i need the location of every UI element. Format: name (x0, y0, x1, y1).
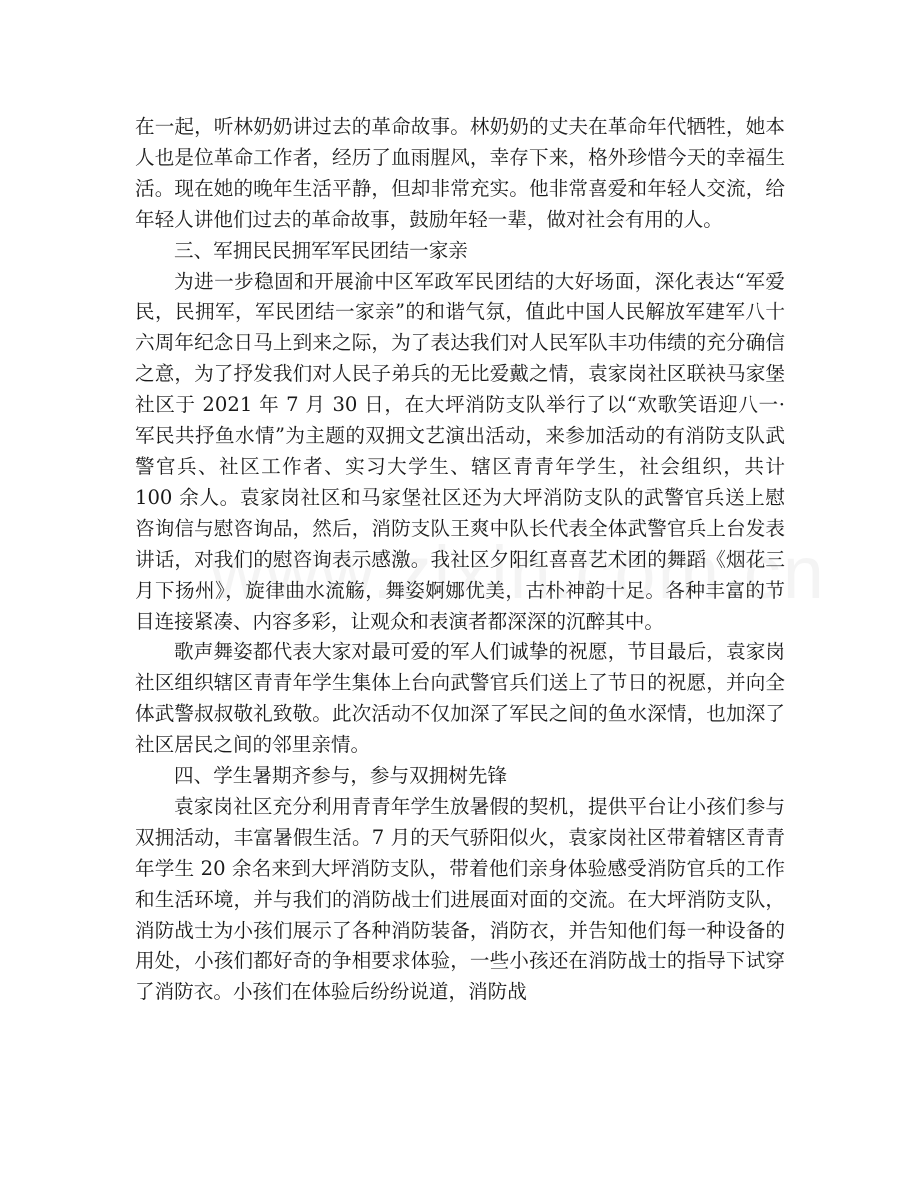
section-heading-3: 三、军拥民民拥军军民团结一家亲 (174, 238, 468, 262)
paragraph-concert-event: 为进一步稳固和开展渝中区军政军民团结的大好场面，深化表达“军爱民，民拥军，军民团结一家亲”的和谐气氛，值此中国人民解放军建军八十六周年纪念日马上到来之际，为了表达我们对人民军队丰功伟绩的充分确信之意，为了抒发我们对人民子弟兵的无比爱戴之情，袁家岗社区联袂马家堡社区于 2021 年 7 月 30 日，在大坪消防支队举行了以“欢歌笑语迎八一·军民共抒鱼水情”为主题的双拥文艺演出活动，来参加活动的有消防支队武警官兵、社区工作者、实习大学生、辖区青青年学生，社会组织，共计 100 余人。袁家岗社区和马家堡社区还为大坪消防支队的武警官兵送上慰咨询信与慰咨询品，然后，消防支队王爽中队长代表全体武警官兵上台发表讲话，对我们的慰咨询表示感激。我社区夕阳红喜喜艺术团的舞蹈《烟花三月下扬州》，旋律曲水流觞，舞姿婀娜优美，古朴神韵十足。各种丰富的节目连接紧凑、内容多彩，让观众和表演者都深深的沉醉其中。 (135, 269, 785, 633)
section-heading-4: 四、学生暑期齐参与，参与双拥树先锋 (174, 764, 508, 788)
paragraph-story-continuation: 在一起，听林奶奶讲过去的革命故事。林奶奶的丈夫在革命年代牺牲，她本人也是位革命工作者，经历了血雨腥风，幸存下来，格外珍惜今天的幸福生活。现在她的晚年生活平静，但却非常充实。他非常喜爱和年轻人交流，给年轻人讲他们过去的革命故事，鼓励年轻一辈，做对社会有用的人。 (135, 115, 785, 231)
document-page (135, 112, 785, 1008)
paragraph-closing-wishes: 歌声舞姿都代表大家对最可爱的军人们诚挚的祝愿，节目最后，袁家岗社区组织辖区青青年学生集体上台向武警官兵们送上了节日的祝愿，并向全体武警叔叔敬礼致敬。此次活动不仅加深了军民之间的鱼水深情，也加深了社区居民之间的邻里亲情。 (135, 640, 785, 757)
paragraph-summer-students: 袁家岗社区充分利用青青年学生放暑假的契机，提供平台让小孩们参与双拥活动，丰富暑假生活。7 月的天气骄阳似火，袁家岗社区带着辖区青青年学生 20 余名来到大坪消防支队，带着他们亲身体验感受消防官兵的工作和生活环境，并与我们的消防战士们进展面对面的交流。在大坪消防支队，消防战士为小孩们展示了各种消防装备，消防衣，并告知他们每一种设备的用处，小孩们都好奇的争相要求体验，一些小孩还在消防战士的指导下试穿了消防衣。小孩们在体验后纷纷说道，消防战 (135, 794, 785, 1004)
